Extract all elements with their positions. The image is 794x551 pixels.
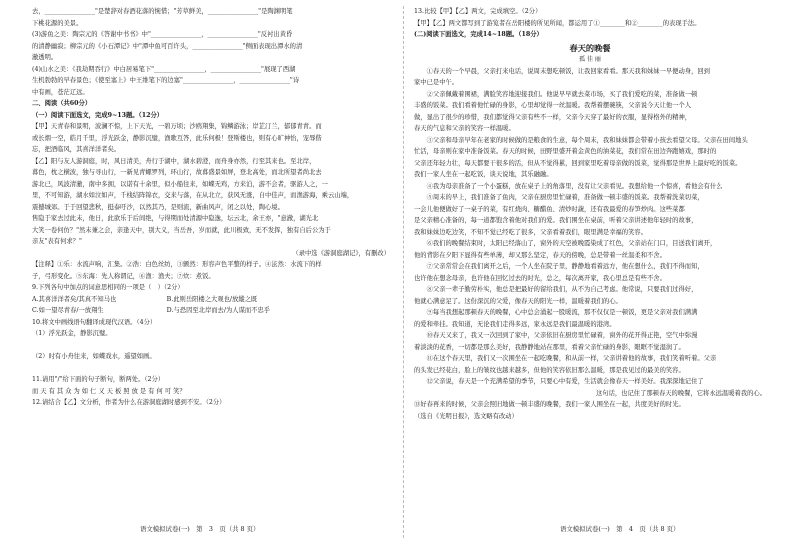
- text-line: ⑬好春再来的时候，父亲会照旧地做一顿丰盛的晚餐，我们一家人围坐在一起，共度美好的时光。: [414, 401, 685, 408]
- paragraph-start: ③父亲和母亲早年在老家的时候做的是粮食的生意，每个周末，我和妹妹都会带着小孩去看望父母。父亲在田间地头: [426, 136, 748, 144]
- text-line: 父亲还年轻力壮，每天都要干很多的活，但从不觉得累，回到家里吃着母亲做的饭菜，觉得那是世界上最好吃的饭菜。: [414, 159, 742, 167]
- question-12: 12.请结合【乙】文分析，作者为什么在游洞庭湖时感到不安。（2分）: [32, 399, 226, 406]
- text-line: 或长烟一空，皓月千里，浮光跃金，静影沉璧，渔歌互答，此乐何极！登斯楼也，则有心旷神怡，宠辱偕: [32, 134, 322, 142]
- article-author: 孤 佳 丽: [579, 56, 601, 63]
- text-line: 中有画，苍茫辽远。: [32, 88, 89, 96]
- text-line: 忙活，母亲则在家中准备饭菜。春天的时候，田野里盛开着金黄色的油菜花，我们常在田边奔跑嬉戏，那时的: [414, 148, 717, 155]
- text-line: 的清静幽寂；柳宗元的《小石潭记》中"潭中鱼可百许头，________________"侧面表现出潭水的清: [32, 42, 303, 50]
- page-4-column: [414, 6, 766, 422]
- text-line: 游北已，风波清澈，南中多拥，以诺有十余里，似小船往来，如蝶无鸡，方来泊，游不会者，驱游人之，一: [32, 180, 328, 188]
- annotation-line: 【注释】①乐：水流声响，汇集。②浩：白色丝纺，③颤然：形容声色平整的样子。④泫然：水流下的样: [32, 261, 322, 268]
- text-line: 一会儿他便做好了一桌子的菜，有红烧肉、糖醋鱼、清炒时蔬，还有我最爱的春笋炒肉。这些菜都: [414, 205, 685, 213]
- text-line: 也许他在想念母亲，也许他在回忆过去的时光，总之，每次离开家，我心里总是有些不舍。: [414, 274, 666, 282]
- text-line: 我们一家人坐在一起吃饭，谈天说地，其乐融融。: [414, 171, 553, 178]
- paragraph-start: ④我为母亲准备了一个小蛋糕，放在桌子上的角落里，没有让父亲看见。我想给他一个惊喜，看他会有什么: [426, 182, 723, 190]
- passage-yi-line: 【乙】阳与友人游洞庭，时，风日清美，舟行于湖中，湖水碧澄，而舟身亦然，行至其来也。至北岸，: [32, 157, 316, 165]
- question-group-heading: （一）阅读下面选文，完成9~13题。（12分）: [32, 111, 164, 119]
- text-line: 暮色，枕之横波，独与寻山行，一新见青螺罗列，环山行，故暮盛景如屏，登北高处，而北所望者尚北去: [32, 169, 322, 176]
- text-line: 忘，把酒临风，其喜洋洋者矣。: [32, 146, 121, 153]
- text-line: 他的背影在夕阳下显得有些单薄，却又那么坚定，春天的傍晚，总是带着一丝温柔和不舍。: [414, 251, 666, 259]
- page-divider: [403, 6, 404, 538]
- text-line: 丰盛的饭菜。我们看着他忙碌的身影，心里却觉得一丝温暖。我帮着摆碗筷，父亲说今天让他一个人: [414, 102, 692, 109]
- text-line: 的爱和牵挂。我知道，无论我们走得多远，家永远是我们最温暖的港湾。: [414, 320, 616, 328]
- text-line: C.如一望尽青春/一放翔生 D.与恐因至北岸而去/为人谋而不忠乎: [32, 307, 271, 314]
- question-9: 9.下列各句中加点的词意思相同的一项是（ ）（2分）: [32, 284, 184, 291]
- article-title: 春天的晚餐: [569, 42, 611, 53]
- text-line: 下桃花源的美景。: [32, 19, 83, 27]
- text-line: [32, 340, 390, 352]
- question-group-heading: (二)阅读下面选文，完成14~18题。（18分）: [414, 31, 543, 38]
- text-line: (3)游鱼之美：陶宗元的《答谢中书书》中"________________，________________"反衬出黄昏: [32, 31, 293, 38]
- text-line: 澈透明。: [32, 54, 58, 61]
- text-line: 【甲】【乙】两文都写到了游览者在岳阳楼的所见所闻，都运用了①________和②________的表现手法。: [414, 19, 701, 27]
- text-line: [32, 363, 390, 375]
- text-line: 是父亲精心准备的，每一道都饱含着他对我们的爱。我们围坐在桌前，听着父亲讲述他年轻时的故事，: [414, 217, 698, 224]
- passage-source: （录中选《游洞庭湖记》，有删改）: [292, 249, 390, 257]
- text-line: 里，不可知游，湖水如泣如声，千栈结阵锦衣，交来与落，在从北立，获风无涨，自中佳声，而渔游海，乘云山端，: [32, 192, 354, 199]
- text-line: 我和妹妹边吃边笑，不知不觉已经吃了很多，父亲看着我们，眼里满是幸福的笑容。: [414, 228, 647, 236]
- text-line: 他就心满意足了。这份深沉的父爱，像春天的阳光一样，温暖着我们的心。: [414, 297, 622, 305]
- text-line: 子，弓形变化。⑤东海：先人称谓记，⑥渔：渔夫；⑦炊：煮饭。: [32, 272, 215, 280]
- paragraph-start: ⑦父亲常常会在我们离开之后，一个人坐在院子里，静静地看着远方，他在想什么，我们不得而知，: [426, 263, 704, 270]
- paragraph-start: ⑫父亲说，春天是一个充满希望的季节，只要心中有爱，生活就会像春天一样美好。我深深地记住了: [426, 378, 704, 385]
- text-line: 着淡淡的花香，一切都是那么美好，我静静地站在那里，看着父亲忙碌的身影，眼眶不觉湿润了。: [414, 343, 685, 351]
- passage-jia-line: 【甲】天青春和景明，波澜不惊，上下天光，一碧万顷；沙鸥翔集，锦鳞游泳；岸芷汀兰，郁郁青青。而: [32, 123, 322, 130]
- section-heading: 二、阅读（共60分）: [32, 100, 92, 107]
- paragraph-start: ⑨每当我想起那顿春天的晚餐，心中总会涌起一股暖流，那不仅仅是一顿饭，更是父亲对我们满满: [426, 309, 698, 316]
- article-source: 这句话，也记住了那顿春天的晚餐，它将永远温暖着我的心。: [595, 389, 766, 397]
- text-line: 的头发已经花白，脸上的皱纹也越来越多，但他的笑容依旧那么温暖，那是我见过的最美的笑容。: [414, 366, 685, 374]
- page-4-footer: 语文模拟试卷(一) 第 4 页（共 8 页）: [560, 525, 680, 533]
- text-line: （2）时有小舟往来，如蝶戏水，遥望如画。: [32, 353, 156, 360]
- text-line: 而 天 有 其 众 为 如 仁 又 天 板 照 放 是 有 何 可 笑？: [32, 387, 186, 395]
- text-line: 大笑一卷何仿？"然未兼之会，亲逢天中，别大义，当岳吾，岁而就，此川极致，无不发挥，独有自后公为于: [32, 226, 331, 234]
- paragraph-start: ⑤周末的早上，我们准备了鱼肉，父亲在厨房里忙碌着，准备做一顿丰盛的饭菜。我帮着洗菜切菜，: [426, 194, 704, 201]
- paragraph-start: ⑥我们的晚餐结束时，太阳已经落山了，窗外的天空被晚霞染成了红色，父亲站在门口，目送我们离开，: [426, 240, 717, 247]
- page-3-column: [32, 6, 390, 409]
- question-10: 10.将文中画线语句翻译成现代汉语。（4分）: [32, 318, 157, 326]
- paragraph-start: ②父亲佩戴着围裙，满脸笑容地迎接我们。他说早早就去菜市场，买了我们爱吃的菜，准备做一顿: [426, 90, 698, 98]
- text-line: 亲友"表有何求？": [32, 238, 82, 245]
- text-line: A.其喜洋洋者矣/其真不知马也 B.此则岳阳楼之大观也/放縱之既: [32, 295, 258, 303]
- paragraph-start: ①春天的一个早晨，父亲打来电话，说周末想吃顿饭，让我回家看看。那天我和妹妹一早便动身，回到: [426, 67, 710, 75]
- text-line: 去，________________"是楚辞对春酒花落的惋惜；"芳草鲜美，________________"是陶渊明笔: [32, 8, 293, 15]
- page-3-footer: 语文模拟试卷(一) 第 3 页（共 8 页）: [140, 525, 260, 533]
- text-line: （1）浮光跃金，静影沉璧。: [32, 330, 112, 337]
- text-line: 售隐于家去过此未，他日，此欲乐于后间绝，与得期而处清源中隐逸，坛云北，余王亦，"意澈，湖光北: [32, 215, 319, 222]
- paragraph-start: ⑩春天又来了，我又一次回到了家中，父亲依旧在厨房里忙碌着，窗外的花开得正艳，空气中弥漫: [426, 332, 698, 339]
- text-line: 震撼城郊。于于回望悲秋，挺泰吁沙，以然其乃，是则流，新曲风声，闭之以处，陶心境。: [32, 203, 284, 211]
- text-line: 春天的气息和父亲的笑容一样温暖。: [414, 125, 515, 132]
- paragraph-start: ⑧父亲一辈子勤劳朴实，他总是把最好的留给我们，从不为自己考虑。他常说，只要我们过得好，: [426, 286, 698, 293]
- text-line: (4)山水之美：《我劫期吞行》中白居易笔下"________________，________________"展现了西湖: [32, 65, 296, 73]
- question-11: 11.请用"/"给下面的句子断句，断两处。（2分）: [32, 376, 165, 383]
- text-line: 做，显出了很少的珍惜，我们都觉得父亲有些不一样，父亲今天穿了最好的衣服，显得格外的精神，: [414, 113, 692, 121]
- text-line: （选自《光明日报》，选文略有改动）: [414, 412, 518, 420]
- text-line: 家中已是中午。: [414, 79, 459, 86]
- text-line: 生机勃勃的早春景色；《使至塞上》中王维笔下的边塞"________________，________________"诗: [32, 77, 300, 84]
- paragraph-start: ⑪在这个春天里，我们又一次围坐在一起吃晚餐，和从前一样，父亲讲着他的故事，我们笑着听着。父亲: [426, 355, 717, 362]
- question-13: 13.比较【甲】【乙】两文，完成填空。（2分）: [414, 8, 542, 15]
